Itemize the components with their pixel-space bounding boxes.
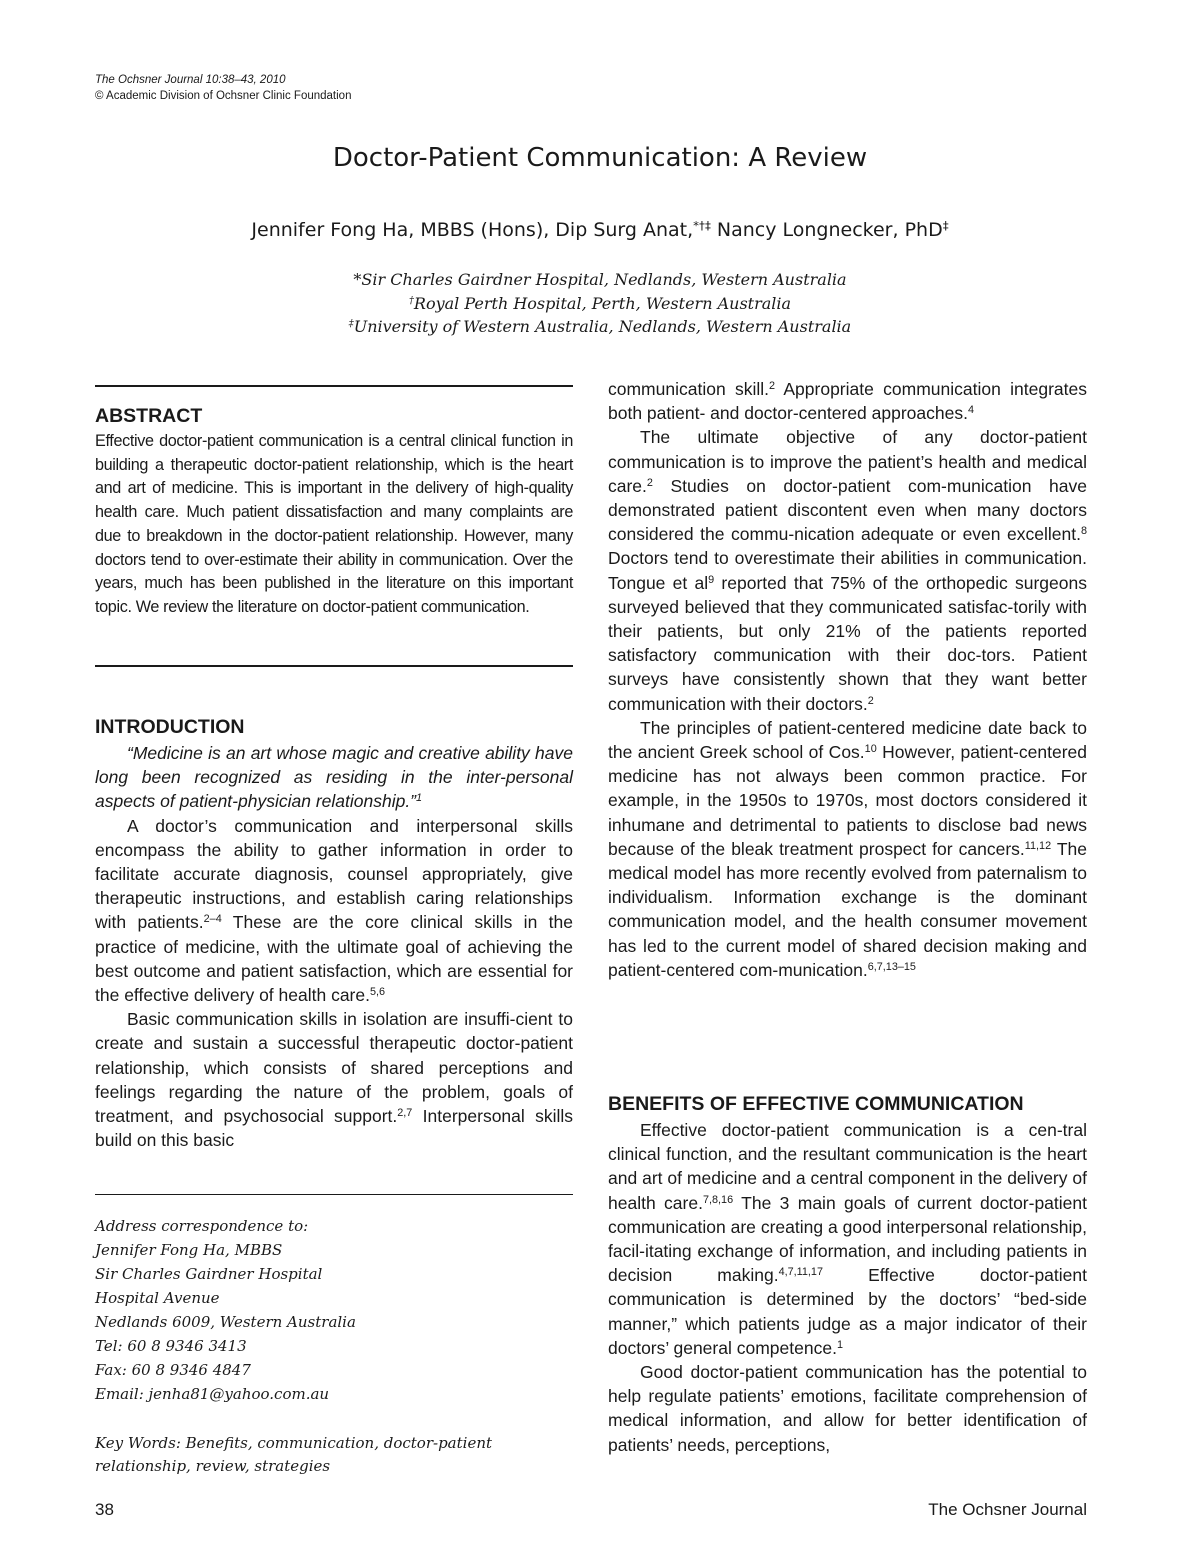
right-column-body [608, 377, 1087, 982]
introduction-heading: INTRODUCTION [95, 716, 245, 738]
correspondence-email: Email: jenha81@yahoo.com.au [95, 1385, 330, 1403]
benefits-paragraph-2: Good doctor-patient communication has the potential to help regulate patients’ emotions, facilitate comprehension of medical information, and allow for better identification of patients’ needs, perceptions, [608, 1362, 1087, 1455]
benefits-body [608, 1118, 1087, 1457]
author-1: Jennifer Fong Ha, MBBS (Hons), Dip Surg Anat, [251, 219, 694, 241]
introduction-paragraph-1: A doctor’s communication and interpersonal skills encompass the ability to gather information in order to facilitate accurate diagnosis, counsel appropriately, give therapeutic instructions, and establish caring relationships with patients.$^{2-4}$ These are the core clinical skills in the practice of medicine, with the ultimate goal of achieving the best outcome and patient satisfaction, which are essential for the effective delivery of health care.$^{5,6}$ [95, 815, 573, 1006]
introduction-quote: “Medicine is an art whose magic and creative ability have long been recognized as residing in the inter-personal aspects of patient-physician relationship.”$^1$ [95, 743, 573, 812]
benefits-heading: BENEFITS OF EFFECTIVE COMMUNICATION [608, 1093, 1024, 1115]
correspondence-line: Tel: 60 8 9346 3413 [95, 1337, 247, 1355]
correspondence-line: Nedlands 6009, Western Australia [95, 1313, 356, 1331]
paper-title: Doctor-Patient Communication: A Review [332, 143, 868, 173]
keywords: Key Words: Benefits, communication, doctor-patient relationship, review, strategies [95, 1434, 493, 1475]
correspondence-line: Fax: 60 8 9346 4847 [95, 1361, 251, 1379]
affiliation-2: †Royal Perth Hospital, Perth, Western Australia [408, 293, 792, 313]
benefits-paragraph-1: Effective doctor-patient communication is a cen-tral clinical function, and the resultant communication is the heart and art of medicine and a central component in the delivery of health care.$^{7,8,16}$ The 3 main goals of current doctor-patient communication are creating a good interpersonal relationship, facil-itating exchange of information, and including patients in decision making.$^{4,7,11,17}$ Effective doctor-patient communication is determined by the doctors’ “bed-side manner,” which patients judge as a major indicator of their doctors’ general competence.$^1$ [608, 1120, 1087, 1358]
correspondence-line: Sir Charles Gairdner Hospital [95, 1265, 323, 1283]
correspondence-line: Address correspondence to: [95, 1217, 309, 1235]
affiliations [0, 268, 1200, 339]
author-1-marks: *†‡ [693, 218, 711, 233]
page-number: 38 [95, 1500, 114, 1519]
author-2: Nancy Longnecker, PhD [716, 219, 943, 241]
correspondence-line: Jennifer Fong Ha, MBBS [95, 1241, 283, 1259]
right-paragraph-2: The principles of patient-centered medicine date back to the ancient Greek school of Cos.$^{10}$ However, patient-centered medicine has not always been common practice. For example, in the 1950s to 1970s, most doctors considered it inhumane and detrimental to patients to disclose bad news because of the bleak treatment prospect for cancers.$^{11,12}$ The medical model has more recently evolved from paternalism to individualism. Information exchange is the dominant communication model, and the health consumer movement has led to the current model of shared decision making and patient-centered com-munication.$^{6,7,13-15}$ [608, 717, 1087, 980]
footer-journal-name: The Ochsner Journal [928, 1500, 1087, 1519]
abstract-top-rule [95, 385, 573, 387]
right-paragraph-1: The ultimate objective of any doctor-patient communication is to improve the patient’s health and medical care.$^2$ Studies on doctor-patient com-munication have demonstrated patient discontent even when many doctors considered the commu-nication adequate or even excellent.$^8$ Doctors tend to overestimate their abilities in communication. Tongue et $al^9$ reported that 75% of the orthopedic surgeons surveyed believed that they communicated satisfac-torily with their patients, but only 21% of the patients reported satisfactory communication with their doc-tors. Patient surveys have consistently shown that they want better communication with their doctors.$^2$ [608, 427, 1087, 714]
journal-citation: The Ochsner Journal 10:38–43, 2010 [95, 74, 286, 86]
abstract-text: Effective doctor-patient communication is a central clinical function in building a therapeutic doctor-patient relationship, which is the heart and art of medicine. This is important in the delivery of high-quality health care. Much patient dissatisfaction and many complaints are due to breakdown in the doctor-patient relationship. However, many doctors tend to over-estimate their ability in communication. Over the years, much has been published in the literature on this important topic. We review the literature on doctor-patient communication. [95, 432, 573, 616]
correspondence-line: Hospital Avenue [95, 1289, 220, 1307]
author-line [0, 219, 1200, 241]
affiliation-3: ‡University of Western Australia, Nedlands, Western Australia [348, 317, 852, 336]
journal-copyright: © Academic Division of Ochsner Clinic Foundation [95, 90, 352, 102]
correspondence-rule [95, 1194, 573, 1195]
abstract-heading: ABSTRACT [95, 405, 203, 427]
introduction-body [95, 741, 573, 1152]
abstract-bottom-rule [95, 665, 573, 667]
affiliation-1: *Sir Charles Gairdner Hospital, Nedlands, Western Australia [353, 270, 847, 289]
correspondence-address [95, 1214, 356, 1406]
introduction-paragraph-2: Basic communication skills in isolation are insuffi-cient to create and sustain a successful therapeutic doctor-patient relationship, which consists of shared perceptions and feelings regarding the nature of the problem, goals of treatment, and psychosocial support.$^{2,7}$ Interpersonal skills build on this basic [95, 1009, 573, 1151]
journal-meta [95, 72, 351, 104]
author-2-marks: ‡ [942, 218, 949, 233]
right-paragraph-0: communication skill.$^2$ Appropriate communication integrates both patient- and doctor-centered approaches.$^4$ [608, 379, 1087, 424]
